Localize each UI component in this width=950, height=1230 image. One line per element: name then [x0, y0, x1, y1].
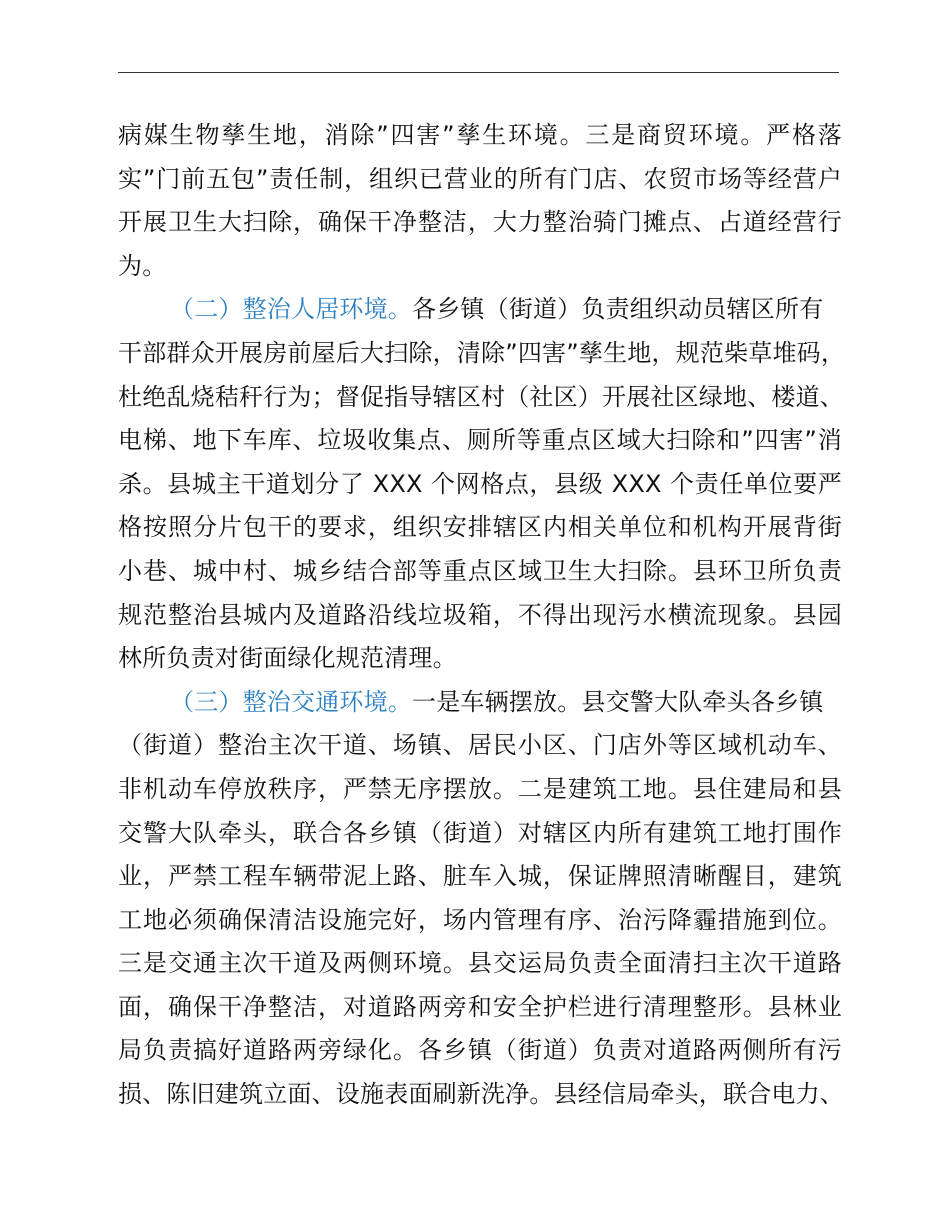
text-line: 干部群众开展房前屋后大扫除，清除”四害”孳生地，规范柴草堆码， — [118, 338, 846, 367]
text-line: 业，严禁工程车辆带泥上路、脏车入城，保证牌照清晰醒目，建筑 — [118, 862, 842, 891]
section-3-heading: （三）整治交通环境。 — [170, 687, 412, 716]
section-2-first-line-text: 各乡镇（街道）负责组织动员辖区所有 — [412, 295, 824, 324]
text-line: 杜绝乱烧秸秆行为；督促指导辖区村（社区）开展社区绿地、楼道、 — [118, 382, 844, 411]
text-line: 面，确保干净整洁，对道路两旁和安全护栏进行清理整形。县林业 — [118, 992, 842, 1021]
header-rule — [118, 72, 839, 73]
text-line: 小巷、城中村、城乡结合部等重点区域卫生大扫除。县环卫所负责 — [118, 556, 842, 585]
text-line: 格按照分片包干的要求，组织安排辖区内相关单位和机构开展背街 — [118, 513, 842, 542]
text-line: 开展卫生大扫除，确保干净整洁，大力整治骑门摊点、占道经营行 — [118, 208, 842, 237]
section-3-first-line — [118, 681, 842, 725]
section-2-first-line — [118, 288, 842, 332]
text-line: 实”门前五包”责任制，组织已营业的所有门店、农贸市场等经营户 — [118, 164, 842, 193]
text-line: （街道）整治主次干道、场镇、居民小区、门店外等区域机动车、 — [118, 731, 842, 760]
text-line: 杀。县城主干道划分了 XXX 个网格点，县级 XXX 个责任单位要严 — [118, 469, 842, 498]
section-3-first-line-text: 一是车辆摆放。县交警大队牵头各乡镇 — [412, 687, 824, 716]
text-line: 损、陈旧建筑立面、设施表面刷新洗净。县经信局牵头，联合电力、 — [118, 1080, 844, 1109]
text-line: 为。 — [118, 251, 167, 280]
body-text — [118, 114, 846, 1117]
text-line: 局负责搞好道路两旁绿化。各乡镇（街道）负责对道路两侧所有污 — [118, 1036, 842, 1065]
text-line: 林所负责对街面绿化规范清理。 — [118, 644, 457, 673]
text-line: 工地必须确保清洁设施完好，场内管理有序、治污降霾措施到位。 — [118, 905, 842, 934]
text-line: 病媒生物孳生地，消除”四害”孳生环境。三是商贸环境。严格落 — [118, 121, 842, 149]
section-2-heading: （二）整治人居环境。 — [170, 295, 412, 324]
text-line: 交警大队牵头，联合各乡镇（街道）对辖区内所有建筑工地打围作 — [118, 818, 842, 847]
text-line: 电梯、地下车库、垃圾收集点、厕所等重点区域大扫除和”四害”消 — [118, 426, 842, 455]
text-line: 三是交通主次干道及两侧环境。县交运局负责全面清扫主次干道路 — [118, 949, 842, 978]
text-line: 非机动车停放秩序，严禁无序摆放。二是建筑工地。县住建局和县 — [118, 774, 842, 803]
text-line: 规范整治县城内及道路沿线垃圾箱，不得出现污水横流现象。县园 — [118, 600, 842, 629]
